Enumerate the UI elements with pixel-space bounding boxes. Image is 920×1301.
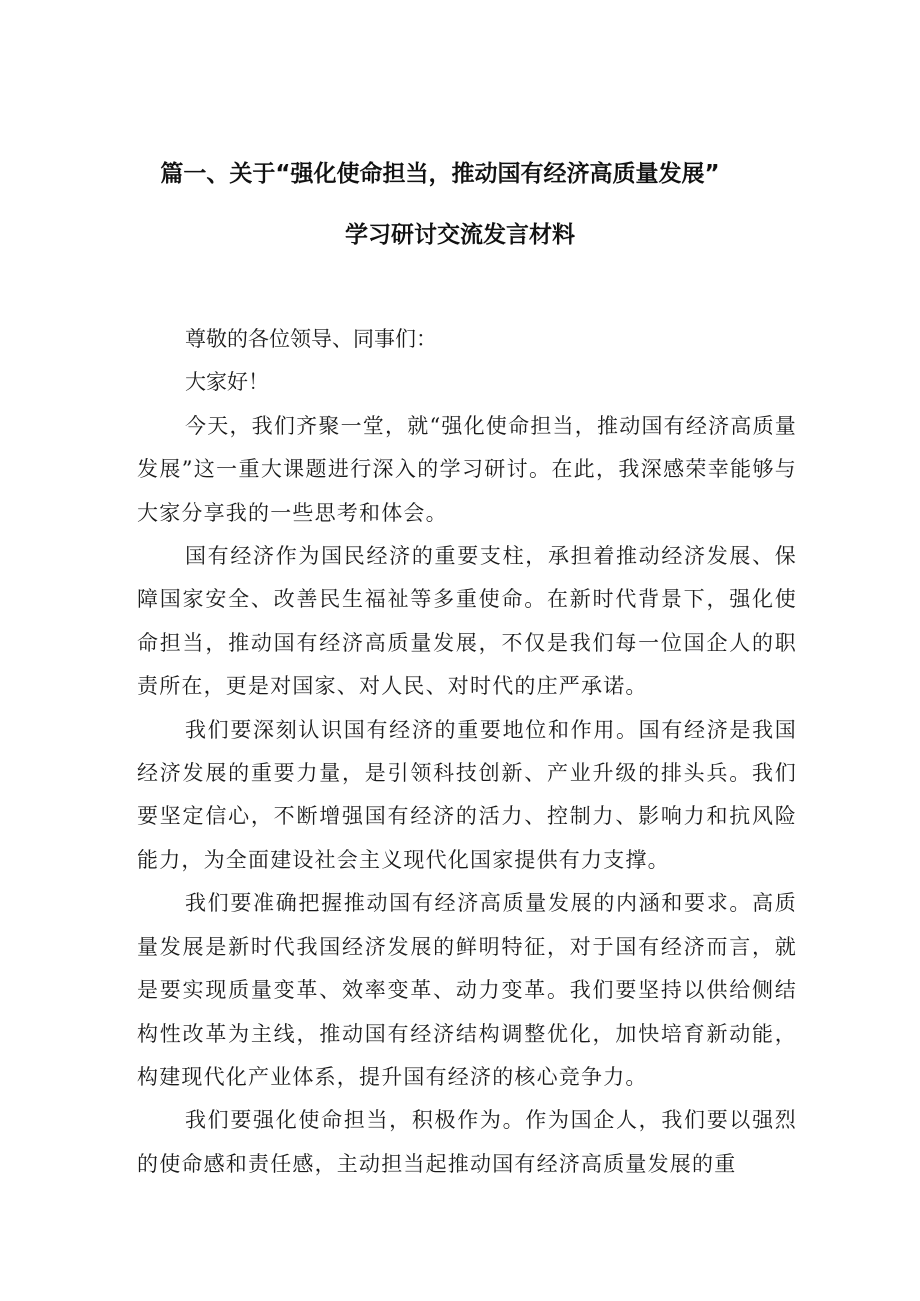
- document-title-line-1: 篇一、关于“强化使命担当，推动国有经济高质量发展”: [160, 161, 720, 187]
- paragraph-2: 国有经济作为国民经济的重要支柱，承担着推动经济发展、保障国家安全、改善民生福祉等多重使命。在新时代背景下，强化使命担当，推动国有经济高质量发展，不仅是我们每一位国企人的职责所在，更是对国家、对人民、对时代的庄严承诺。: [137, 544, 797, 699]
- paragraph-3: 我们要深刻认识国有经济的重要地位和作用。国有经济是我国经济发展的重要力量，是引领科技创新、产业升级的排头兵。我们要坚定信心，不断增强国有经济的活力、控制力、影响力和抗风险能力，为全面建设社会主义现代化国家提供有力支撑。: [137, 717, 797, 872]
- document-body: [137, 318, 797, 1186]
- document-title-line-2: 学习研讨交流发言材料: [345, 222, 575, 248]
- greeting: 大家好！: [185, 370, 269, 395]
- paragraph-4: 我们要准确把握推动国有经济高质量发展的内涵和要求。高质量发展是新时代我国经济发展的鲜明特征，对于国有经济而言，就是要实现质量变革、效率变革、动力变革。我们要坚持以供给侧结构性改革为主线，推动国有经济结构调整优化，加快培育新动能，构建现代化产业体系，提升国有经济的核心竞争力。: [137, 891, 797, 1089]
- salutation: 尊敬的各位领导、同事们：: [185, 327, 437, 351]
- paragraph-5: 我们要强化使命担当，积极作为。作为国企人，我们要以强烈的使命感和责任感，主动担当起推动国有经济高质量发展的重: [137, 1108, 797, 1176]
- paragraph-1: 今天，我们齐聚一堂，就“强化使命担当，推动国有经济高质量发展”这一重大课题进行深入的学习研讨。在此，我深感荣幸能够与大家分享我的一些思考和体会。: [137, 413, 797, 525]
